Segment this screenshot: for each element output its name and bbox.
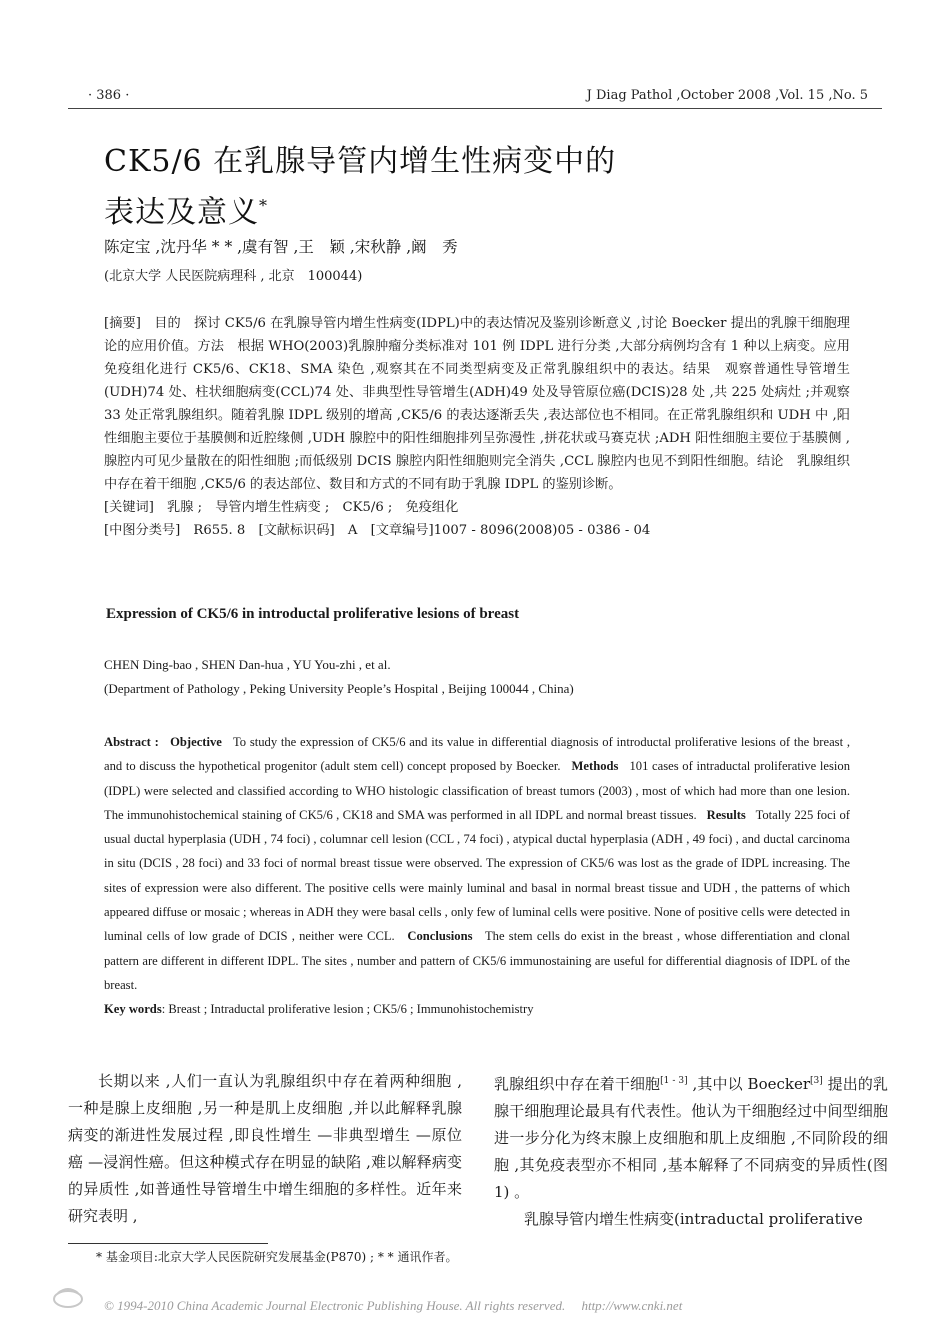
objective-label: Objective (170, 735, 222, 749)
title-footnote-mark: * (259, 196, 268, 215)
conclusions-text: The stem cells do exist in the breast , whose differentiation and clonal pattern are different in different IDPL. The sites , number and pattern of CK5/6 immunostaining are useful for differential diagnosis of IDPL of the breast. (104, 929, 850, 992)
chinese-abstract (104, 312, 850, 542)
citation-1-3: [1 - 3] (660, 1076, 688, 1086)
authors: 陈定宝 ,沈丹华 * * ,虞有智 ,王 颖 ,宋秋静 ,阚 秀 (104, 238, 458, 256)
objective-text: To study the expression of CK5/6 and its value in differential diagnosis of introductal proliferative lesions of the breast , and to discuss the hypothetical progenitor (adult stem cell) concept proposed by Boecker. (104, 735, 850, 774)
abstract-label: Abstract : (104, 735, 159, 749)
title-line-1: CK5/6 在乳腺导管内增生性病变中的 (104, 144, 617, 179)
body-right-paragraph-2: 乳腺导管内增生性病变(intraductal proliferative (524, 1210, 863, 1228)
header-rule (68, 108, 882, 109)
cnki-logo-icon (50, 1283, 86, 1311)
copyright-footer: © 1994-2010 China Academic Journal Electronic Publishing House. All rights reserved. http://www.cnki.net (104, 1298, 683, 1313)
results-text: Totally 225 foci of usual ductal hyperplasia (UDH , 74 foci) , columnar cell lesion (CCL , 74 foci) , atypical ductal hyperplasia (ADH , 49 foci) , and ductal carcinoma in situ (DCIS , 28 foci) and 33 foci of normal breast tissue were observed. The expression of CK5/6 was lost as the grade of IDPL increasing. The sites of expression were also different. The positive cells were mainly luminal and basal in normal breast tissue and UDH , the patterns of which appeared diffuse or mosaic ; whereas in ADH they were basal cells , only few of luminal cells were positive. None of positive cells were detected in luminal cells of low grade of DCIS , neither were CCL. (104, 807, 850, 944)
chinese-abstract-text: [摘要] 目的 探讨 CK5/6 在乳腺导管内增生性病变(IDPL)中的表达情况及鉴别诊断意义 ,讨论 Boecker 提出的乳腺干细胞理论的应用价值。方法 根据 WHO(2003)乳腺肿瘤分类标准对 101 例 IDPL 进行分类 ,大部分病例均含有 1 种以上病变。应用免疫组化进行 CK5/6、CK18、SMA 染色 ,观察其在不同类型病变及正常乳腺组织中的表达。结果 观察普通性导管增生(UDH)74 处、柱状细胞病变(CCL)74 处、非典型性导管增生(ADH)49 处及导管原位癌(DCIS)28 处 ,共 225 处病灶 ;并观察 33 处正常乳腺组织。随着乳腺 IDPL 级别的增高 ,CK5/6 的表达逐渐丢失 ,表达部位也不相同。在正常乳腺组织和 UDH 中 ,阳性细胞主要位于基膜侧和近腔缘侧 ,UDH 腺腔中的阳性细胞排列呈弥漫性 ,拼花状或马赛克状 ;ADH 阳性细胞主要位于基膜侧 ,腺腔内可见少量散在的阳性细胞 ;而低级别 DCIS 腺腔内阳性细胞则完全消失 ,CCL 腺腔内也见不到阳性细胞。结论 乳腺组织中存在着干细胞 ,CK5/6 的表达部位、数目和方式的不同有助于乳腺 IDPL 的鉴别诊断。 (104, 316, 850, 492)
english-abstract-body (104, 730, 850, 997)
english-keywords (104, 997, 850, 1021)
english-title: Expression of CK5/6 in introductal proliferative lesions of breast (106, 606, 520, 622)
keywords-label: Key words (104, 1002, 162, 1017)
body-right-text-c: 提出的乳腺干细胞理论最具有代表性。他认为干细胞经过中间型细胞进一步分化为终末腺上皮细胞和肌上皮细胞 ,不同阶段的细胞 ,其免疫表型亦不相同 ,基本解释了不同病变的异质性(图 1) 。 (494, 1075, 888, 1201)
title-line-2 (104, 184, 268, 235)
body-right-paragraph-1 (494, 1068, 888, 1206)
chinese-keywords: [关键词] 乳腺 ; 导管内增生性病变 ; CK5/6 ; 免疫组化 (104, 500, 459, 515)
body-right-text-a: 乳腺组织中存在着干细胞 (494, 1075, 661, 1093)
footnote-rule (68, 1243, 268, 1244)
body-column-right (494, 1068, 888, 1233)
results-label: Results (706, 807, 746, 822)
english-abstract (104, 730, 850, 1022)
keywords-text: : Breast ; Intraductal proliferative lesion ; CK5/6 ; Immunohistochemistry (161, 1002, 534, 1017)
footnote: * 基金项目:北京大学人民医院研究发展基金(P870) ; * * 通讯作者。 (96, 1250, 458, 1264)
english-authors: CHEN Ding-bao , SHEN Dan-hua , YU You-zhi , et al. (104, 657, 391, 672)
affiliation: (北京大学 人民医院病理科 , 北京 100044) (104, 269, 363, 284)
english-affiliation: (Department of Pathology , Peking University People’s Hospital , Beijing 100044 , China) (104, 681, 574, 696)
page-number: · 386 · (88, 88, 130, 103)
methods-label: Methods (571, 759, 619, 774)
classification-line: [中图分类号] R655. 8 [文献标识码] A [文章编号]1007 - 8096(2008)05 - 0386 - 04 (104, 523, 651, 538)
citation-3: [3] (810, 1076, 823, 1086)
body-right-text-b: ,其中以 Boecker (687, 1075, 811, 1093)
conclusions-label: Conclusions (407, 929, 473, 944)
methods-text: 101 cases of intraductal proliferative lesion (IDPL) were selected and classified according to WHO histologic classification of breast tumors (2003) , most of which had more than one lesion. The immunohistochemical staining of CK5/6 , CK18 and SMA was performed in all IDPL and normal breast tissues. (104, 759, 850, 822)
title-line-2-text: 表达及意义 (104, 195, 259, 230)
journal-citation: J Diag Pathol ,October 2008 ,Vol. 15 ,No. 5 (586, 88, 868, 103)
body-left-paragraph: 长期以来 ,人们一直认为乳腺组织中存在着两种细胞 ,一种是腺上皮细胞 ,另一种是肌上皮细胞 ,并以此解释乳腺病变的渐进性发展过程 ,即良性增生 —非典型增生 —原位癌 —浸润性癌。但这种模式存在明显的缺陷 ,难以解释病变的异质性 ,如普通性导管增生中增生细胞的多样性。近年来研究表明 , (68, 1072, 462, 1225)
body-column-left (68, 1068, 462, 1230)
